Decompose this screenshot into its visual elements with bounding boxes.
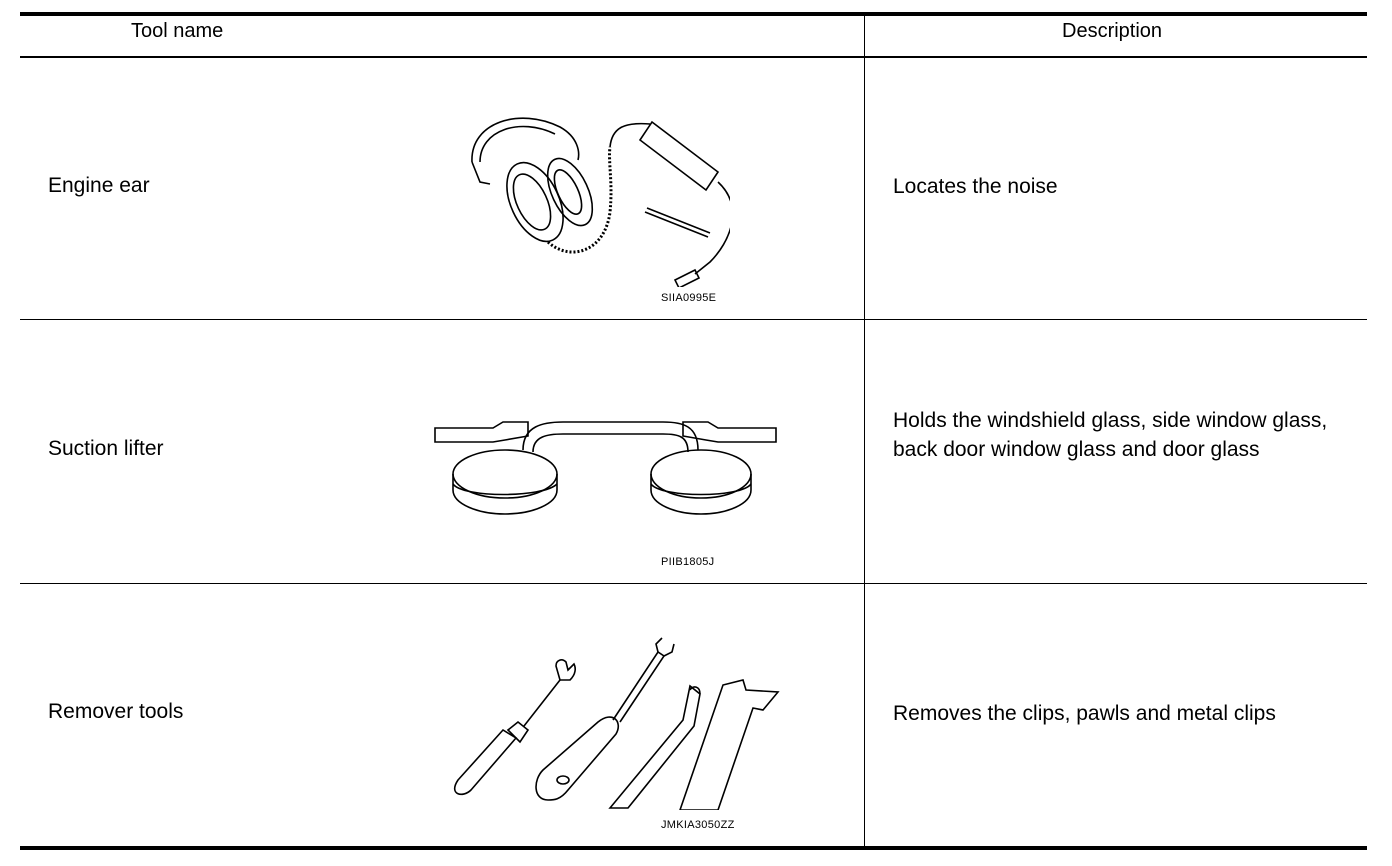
description-engine-ear: Locates the noise [893, 175, 1058, 198]
header-bottom-rule [20, 56, 1367, 58]
suction-lifter-icon [433, 412, 778, 522]
row-divider [20, 319, 1367, 320]
tool-name-remover-tools: Remover tools [48, 700, 184, 723]
table-bottom-rule [20, 846, 1367, 850]
column-divider [864, 12, 865, 848]
figure-code-engine-ear: SIIA0995E [661, 292, 717, 304]
tool-name-suction-lifter: Suction lifter [48, 437, 164, 460]
engine-ear-headphones-icon [460, 102, 730, 287]
tool-name-engine-ear: Engine ear [48, 174, 150, 197]
row-divider [20, 583, 1367, 584]
remover-tools-icon [438, 630, 783, 810]
header-description: Description [1062, 20, 1163, 42]
table-top-rule [20, 12, 1367, 16]
description-remover-tools: Removes the clips, pawls and metal clips [893, 702, 1276, 725]
header-tool-name: Tool name [131, 20, 224, 42]
figure-code-suction-lifter: PIIB1805J [661, 556, 715, 568]
description-suction-lifter: Holds the windshield glass, side window glass, back door window glass and door glass [893, 409, 1328, 461]
figure-code-remover-tools: JMKIA3050ZZ [661, 819, 735, 831]
